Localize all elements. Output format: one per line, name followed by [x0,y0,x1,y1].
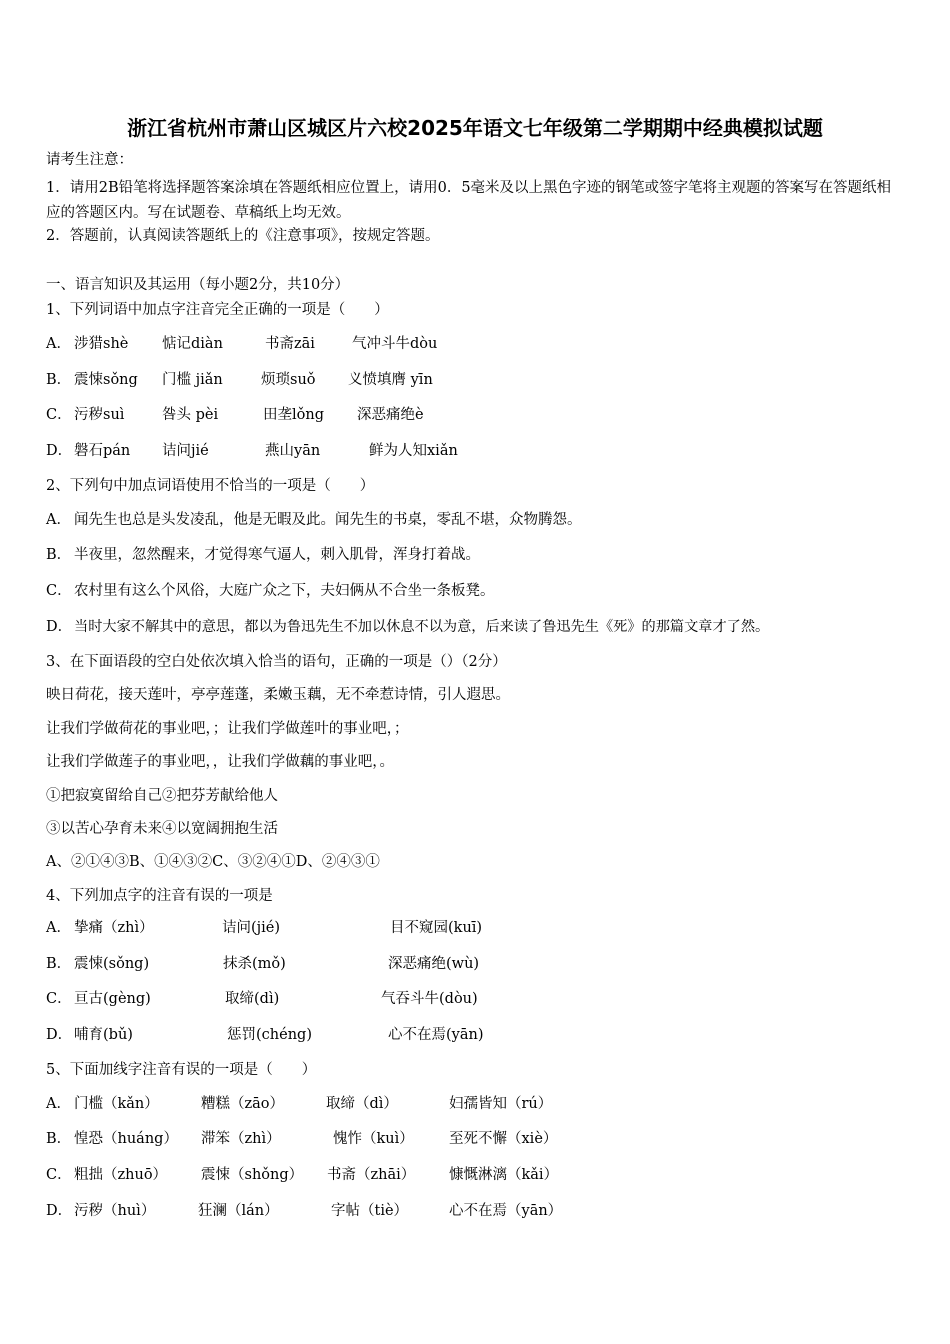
q5-option-c-item: 慷慨淋漓（kǎi） [449,1167,559,1183]
q4-option-c-label: C． [46,991,72,1007]
q1-option-b-item: 烦琐suǒ [261,372,316,388]
q5-option-c-item: 书斋（zhāi） [327,1167,416,1183]
q5-option-b-item: 滞笨（zhì） [201,1131,281,1147]
q5-option-c-item: 震悚（shǒng） [201,1167,304,1183]
q1-option-c-item: 深恶痛绝è [357,407,424,423]
q1-option-d-item: 燕山yān [265,443,321,459]
q4-option-d-item: 惩罚(chéng) [227,1027,312,1043]
q4-option-b-label: B． [46,956,72,972]
exam-title: 浙江省杭州市萧山区城区片六校2025年语文七年级第二学期期中经典模拟试题 [127,116,823,140]
q1-option-a-item: 涉猎shè [74,336,129,352]
q5-option-b-label: B． [46,1131,72,1147]
q1-option-c-item: 田垄lǒng [263,407,324,423]
q3-line: ①把寂寞留给自己②把芬芳献给他人 [46,788,278,804]
q4-option-c-item: 取缔(dì) [225,991,280,1007]
q1-option-a-item: 惦记diàn [162,336,223,352]
q5-option-d-item: 污秽（huì） [74,1203,156,1219]
q5-option-d-item: 字帖（tiè） [331,1203,409,1219]
q5-option-d-item: 狂澜（lán） [198,1203,279,1219]
q1-stem: 1、下列词语中加点字注音完全正确的一项是（ ） [46,302,389,318]
q4-option-b-item: 深恶痛绝(wù) [388,956,480,972]
q4-option-d-label: D． [46,1027,73,1043]
q2-option-b-text: 半夜里，忽然醒来，才觉得寒气逼人，刺入肌骨，浑身打着战。 [74,547,480,563]
q4-option-a-item: 诘问(jié) [222,920,281,936]
q3-answer-options: A、②①④③B、①④③②C、③②④①D、②④③① [46,854,380,870]
q5-option-b-item: 惶恐（huáng） [74,1131,178,1147]
q5-stem: 5、下面加线字注音有误的一项是（ ） [46,1062,317,1078]
q2-option-a-label: A． [46,512,71,528]
q5-option-c-item: 粗拙（zhuō） [74,1167,168,1183]
q2-option-b-label: B． [46,547,72,563]
q4-stem: 4、下列加点字的注音有误的一项是 [46,888,273,904]
q1-option-d-item: 磐石pán [74,443,131,459]
q3-line: 映日荷花，接天莲叶，亭亭莲蓬，柔嫩玉藕，无不牵惹诗情，引人遐思。 [46,687,510,703]
notice-heading: 请考生注意： [46,152,133,168]
q1-option-b-label: B． [46,372,72,388]
q4-option-a-item: 目不窥园(kuī) [390,920,483,936]
q4-option-d-item: 心不在焉(yān) [388,1027,484,1043]
q1-option-b-item: 义愤填膺 yīn [348,372,433,388]
q1-option-c-item: 咎头 pèi [162,407,219,423]
notice-item-1: 1．请用2B铅笔将选择题答案涂填在答题纸相应位置上，请用0．5毫米及以上黑色字迹的钢笔或签字笔将主观题的答案写在答题纸相应的答题区内。写在试题卷、草稿纸上均无效。 [46,180,892,221]
q5-option-c-label: C． [46,1167,72,1183]
q3-line: 让我们学做荷花的事业吧，；让我们学做莲叶的事业吧，； [46,721,409,737]
q4-option-c-item: 亘古(gèng) [74,991,151,1007]
q1-option-a-item: 气冲斗牛dòu [352,336,438,352]
q3-line: 让我们学做莲子的事业吧，，让我们学做藕的事业吧，。 [46,754,394,770]
q1-option-b-item: 震悚sǒng [74,372,138,388]
q5-option-b-item: 愧怍（kuì） [333,1131,414,1147]
q4-option-d-item: 哺育(bǔ) [74,1027,133,1043]
q1-option-c-item: 污秽suì [74,407,125,423]
q4-option-b-item: 震悚(sǒng) [74,956,150,972]
q3-stem: 3、在下面语段的空白处依次填入恰当的语句，正确的一项是（）（2分） [46,654,507,670]
q5-option-d-item: 心不在焉（yān） [449,1203,563,1219]
q4-option-a-label: A． [46,920,71,936]
q2-stem: 2、下列句中加点词语使用不恰当的一项是（ ） [46,478,375,494]
q5-option-a-label: A． [46,1096,71,1112]
q5-option-d-label: D． [46,1203,73,1219]
section-heading: 一、语言知识及其运用（每小题2分，共10分） [46,277,350,293]
q1-option-a-item: 书斋zāi [265,336,315,352]
q2-option-c-label: C． [46,583,72,599]
q5-option-a-item: 妇孺皆知（rú） [449,1096,553,1112]
q2-option-d-label: D． [46,619,73,635]
q4-option-b-item: 抹杀(mǒ) [223,956,286,972]
q2-option-c-text: 农村里有这么个风俗，大庭广众之下，夫妇俩从不合坐一条板凳。 [74,583,495,599]
q2-option-d-text: 当时大家不解其中的意思，都以为鲁迅先生不加以休息不以为意，后来读了鲁迅先生《死》的那篇文章才了然。 [74,619,770,635]
q2-option-a-text: 闻先生也总是头发凌乱，他是无暇及此。闻先生的书桌，零乱不堪，众物腾怨。 [74,512,582,528]
q4-option-a-item: 挚痛（zhì） [74,920,154,936]
q1-option-c-label: C． [46,407,72,423]
q5-option-a-item: 糟糕（zāo） [201,1096,285,1112]
q5-option-a-item: 门槛（kǎn） [74,1096,159,1112]
q1-option-d-item: 诘问jié [162,443,209,459]
q1-option-d-label: D． [46,443,73,459]
q1-option-a-label: A． [46,336,71,352]
q5-option-a-item: 取缔（dì） [326,1096,398,1112]
q4-option-c-item: 气吞斗牛(dòu) [381,991,478,1007]
q5-option-b-item: 至死不懈（xiè） [449,1131,558,1147]
q1-option-b-item: 门槛 jiǎn [162,372,223,388]
notice-item-2: 2．答题前，认真阅读答题纸上的《注意事项》，按规定答题。 [46,228,440,244]
q1-option-d-item: 鲜为人知xiǎn [369,443,458,459]
q3-line: ③以苦心孕育未来④以宽阔拥抱生活 [46,821,278,837]
